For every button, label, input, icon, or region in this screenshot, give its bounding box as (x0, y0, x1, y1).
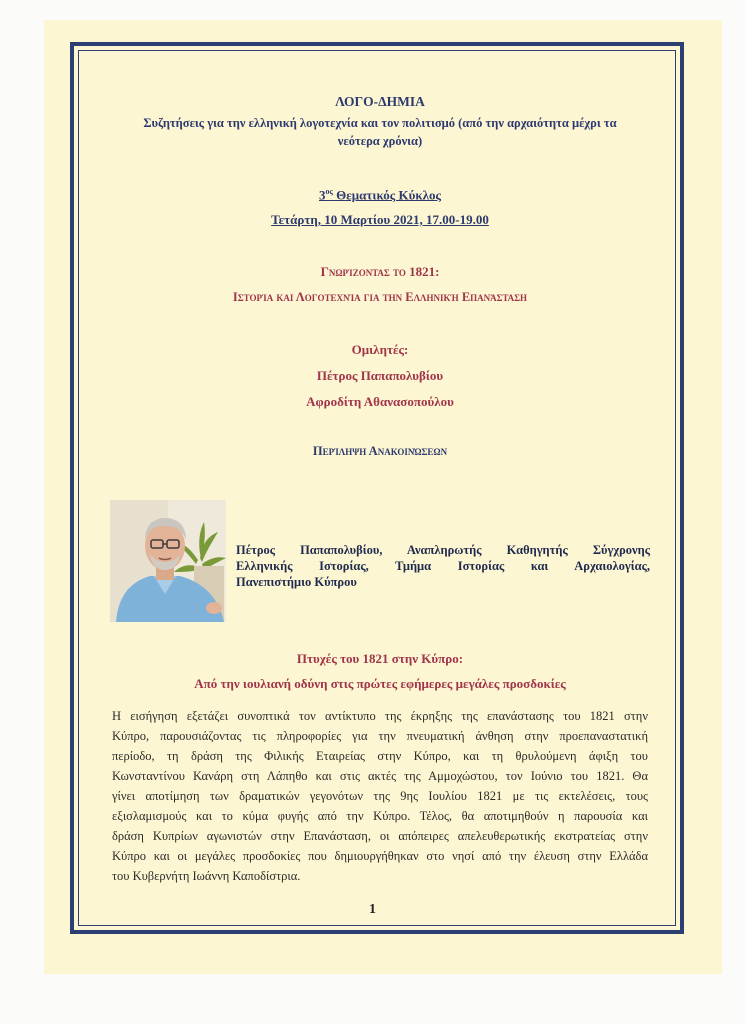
page-number: 1 (369, 902, 376, 917)
series-title: ΛΟΓΟ-ΔΗΜΙΑ (335, 94, 425, 109)
speaker-name-2: Αφροδίτη Αθανασοπούλου (306, 394, 454, 409)
event-date: Τετάρτη, 10 Μαρτίου 2021, 17.00-19.00 (271, 212, 489, 227)
abstract-line: δράση Κυπρίων αγωνιστών στην Επανάσταση, οι απόπειρες απελευθερωτικής εκστρατείας στην (112, 829, 648, 843)
theme-line1: Γνωρίζοντας το 1821: (320, 264, 440, 279)
abstract-line: Κύπρο, παρουσιάζοντας τις πληροφορίες για την πνευματική άνθηση στην προεπαναστατική (112, 729, 648, 743)
abstract-line: Η εισήγηση εξετάζει συνοπτικά τον αντίκτυπο της έκρηξης της επανάστασης του 1821 στην (112, 709, 648, 723)
cycle-superscript: ος (325, 187, 333, 196)
cycle-label: Θεματικός Κύκλος (332, 187, 441, 203)
talk-subtitle: Από την ιουλιανή οδύνη στις πρώτες εφήμερες μεγάλες προσδοκίες (194, 676, 566, 691)
series-subtitle-line2: νεότερα χρόνια) (337, 134, 423, 148)
thematic-cycle (100, 187, 660, 203)
speaker-bio-line2: Ελληνικής Ιστορίας, Τμήμα Ιστορίας και Αρχαιολογίας, (236, 559, 650, 573)
speaker-name-1: Πέτρος Παπαπολυβίου (316, 368, 444, 383)
cycle-number: 3 (319, 187, 326, 203)
abstract-line: του Κυβερνήτη Ιωάννη Καποδίστρια. (112, 869, 301, 883)
abstract-line: Κωνσταντίνου Κανάρη στη Λάπηθο και στις ακτές της Αμμοχώστου, τον Ιούνιο του 1821. Θα (112, 769, 648, 783)
speaker-bio-line1: Πέτρος Παπαπολυβίου, Αναπληρωτής Καθηγητής Σύγχρονης (236, 543, 650, 557)
series-subtitle-line1: Συζητήσεις για την ελληνική λογοτεχνία και τον πολιτισμό (από την αρχαιότητα μέχρι τα (143, 116, 617, 130)
theme-line2: Ιστορία και Λογοτεχνία για την Ελληνική Επανάσταση (232, 290, 528, 304)
abstract-line: Κύπρο και οι μεγάλες προσδοκίες που δημιουργήθηκαν στο νησί από την έλευση στην Ελλάδα (112, 849, 648, 863)
abstract-line: περίοδο, τη δράση της Φιλικής Εταιρείας στην Κύπρο, και τη θρυλούμενη άφιξη του (112, 749, 648, 763)
summaries-heading: Περίληψη Ανακοινώσεων (312, 444, 448, 458)
abstract-line: εξισλαμισμούς και το κύμα φυγής από την Κύπρο. Τέλος, θα αποτιμηθούν η παρουσία και (112, 809, 648, 823)
speaker-portrait-illustration (110, 500, 226, 622)
speaker-bio-line3: Πανεπιστήμιο Κύπρου (236, 575, 357, 589)
speaker-photo (110, 500, 226, 622)
abstract-line: γίνει αποτίμηση των δραματικών γεγονότων της 9ης Ιουλίου 1821 με τις εκτελέσεις, τους (112, 789, 648, 803)
talk-title: Πτυχές του 1821 στην Κύπρο: (296, 651, 464, 666)
speakers-heading: Ομιλητές: (351, 342, 409, 357)
